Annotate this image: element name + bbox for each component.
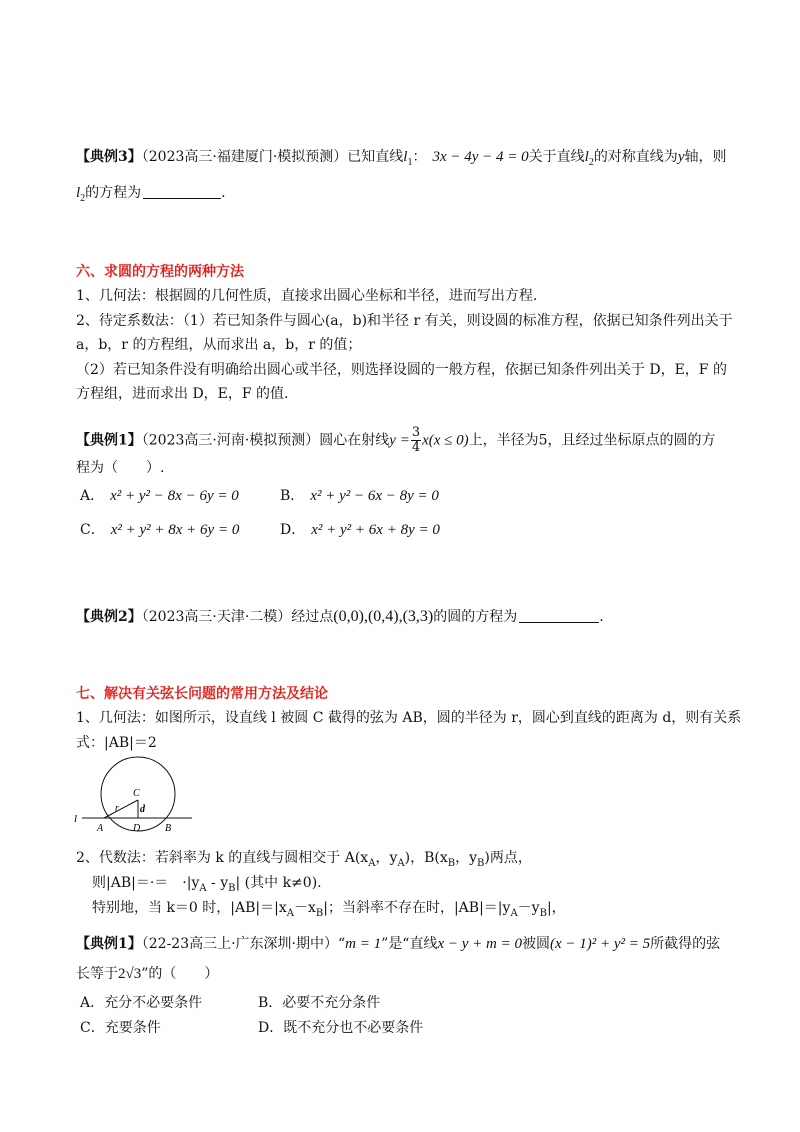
radius-r: [104, 800, 138, 818]
example-source: （2023高三·福建厦门·模拟预测）已知直线: [141, 149, 404, 165]
m-equation: m = 1: [345, 936, 382, 952]
answer-prompt: 的方程为: [85, 185, 142, 201]
label-b: B: [165, 823, 172, 834]
example-source: （22-23高三上·广东深圳·期中）“: [141, 936, 346, 952]
example-1-question: [76, 426, 716, 455]
example-label: 【典例3】: [76, 149, 142, 165]
value-2sqrt3: 2√3: [118, 966, 142, 982]
option-b-equation: x² + y² − 6x − 8y = 0: [310, 488, 439, 504]
option-c[interactable]: [80, 520, 239, 540]
text-tail: 上，半径为5，且经过坐标原点的圆的方: [468, 432, 716, 449]
example-label: 【典例1】: [76, 432, 142, 449]
example-1b-question: [76, 934, 720, 954]
option-d[interactable]: D．既不充分也不必要条件: [258, 1020, 424, 1036]
example-1-line2: 程为（ ）.: [76, 460, 165, 476]
line-l1: $l_1$: [403, 149, 413, 168]
period: .: [221, 185, 226, 201]
line-equation: 3x − 4y − 4 = 0: [432, 149, 529, 165]
example-3-question: [76, 147, 726, 173]
option-a[interactable]: A．充分不必要条件: [80, 995, 203, 1011]
line-l2: $l_2$: [584, 149, 594, 168]
option-c[interactable]: C．充要条件: [80, 1020, 161, 1036]
text-mid: ”是“直线: [381, 936, 438, 952]
option-d-equation: x² + y² + 6x + 8y = 0: [311, 522, 440, 538]
answer-blank: [519, 608, 599, 623]
example-label: 【典例2】: [76, 609, 142, 625]
text-tail2: 轴，则: [684, 149, 727, 165]
example-source: （2023高三·河南·模拟预测）圆心在射线: [141, 432, 390, 449]
label-l: l: [74, 813, 78, 825]
option-b[interactable]: [280, 486, 439, 506]
ray-y: y =: [389, 432, 410, 449]
example-label: 【典例1】: [76, 936, 142, 952]
section-6-title: 六、求圆的方程的两种方法: [76, 264, 244, 280]
example-source: （2023高三·天津·二模）经过点: [141, 609, 334, 625]
section-6-paragraph-2b: a，b，r 的方程组，从而求出 a，b，r 的值；: [76, 337, 362, 353]
option-a-equation: x² + y² − 8x − 6y = 0: [110, 488, 239, 504]
circle-equation: (x − 1)² + y² = 5: [549, 936, 651, 952]
text-tail: 所截得的弦: [650, 936, 721, 952]
fraction-3-4: $\frac{3}{4}$: [411, 425, 421, 455]
ray-condition: x(x ≤ 0): [422, 432, 469, 449]
chord-diagram: [70, 752, 200, 836]
section-7-title: 七、解决有关弦长问题的常用方法及结论: [76, 686, 328, 702]
label-r: r: [115, 803, 119, 814]
option-c-equation: x² + y² + 8x + 6y = 0: [110, 522, 240, 538]
line-l2: $l_2$: [76, 185, 86, 204]
label-c: C: [133, 788, 140, 799]
section-6-paragraph-1: 1、几何法：根据圆的几何性质，直接求出圆心坐标和半径，进而写出方程.: [76, 288, 538, 304]
option-a[interactable]: [80, 486, 239, 506]
label-d-point: D: [133, 823, 141, 834]
section-6-paragraph-3b: 方程组，进而求出 D，E，F 的值.: [76, 386, 289, 402]
option-a-label: A．: [80, 488, 105, 504]
section-6-paragraph-3a: （2）若已知条件没有明确给出圆心或半径，则选择设圆的一般方程，依据已知条件列出关于 D，E，F 的: [76, 362, 727, 378]
line-equation: x − y + m = 0: [437, 936, 522, 952]
option-b-label: B．: [280, 488, 305, 504]
option-d-label: D．: [280, 522, 306, 538]
section-6-paragraph-2a: 2、待定系数法：（1）若已知条件与圆心(a，b)和半径 r 有关，则设圆的标准方程，依据已知条件列出关于: [76, 313, 733, 329]
example-2-question: [76, 607, 604, 627]
option-d[interactable]: [280, 520, 440, 540]
section-7-paragraph-2a: 2、代数法：若斜率为 k 的直线与圆相交于 $A(x_A$，$y_A$)，$B(x_B$，$y_B$)两点，: [76, 850, 532, 869]
answer-blank: [143, 184, 221, 199]
section-7-paragraph-1b: 式：|AB|＝2: [76, 735, 157, 751]
period: .: [599, 609, 604, 625]
section-7-paragraph-1a: 1、几何法：如图所示，设直线 l 被圆 C 截得的弦为 AB，圆的半径为 r，圆心到直线的距离为 d，则有关系: [76, 710, 742, 726]
section-7-paragraph-2b: 则|AB|＝·＝ $\cdot|y_A - y_B|$ (其中 k≠0).: [92, 875, 322, 894]
text-tail: 的对称直线为: [593, 149, 678, 165]
section-7-paragraph-2c: 特别地，当 k＝0 时，$|AB|=|x_A-x_B|$；当斜率不存在时，$|AB|=|y_A-y_B|$，: [92, 900, 566, 919]
label-d: d: [140, 804, 145, 815]
text-mid2: 被圆: [521, 936, 550, 952]
label-a: A: [97, 823, 104, 834]
text-mid: 关于直线: [528, 149, 585, 165]
colon: ：: [412, 149, 427, 165]
text-tail: 的圆的方程为: [433, 609, 518, 625]
points: (0,0),(0,4),(3,3): [333, 608, 434, 625]
example-1b-line2: 长等于2√3”的（ ）: [76, 966, 219, 982]
example-3-answer-line: [76, 183, 226, 209]
option-b[interactable]: B．必要不充分条件: [258, 995, 381, 1011]
option-c-label: C．: [80, 522, 105, 538]
y-axis-symbol: y: [677, 149, 685, 165]
